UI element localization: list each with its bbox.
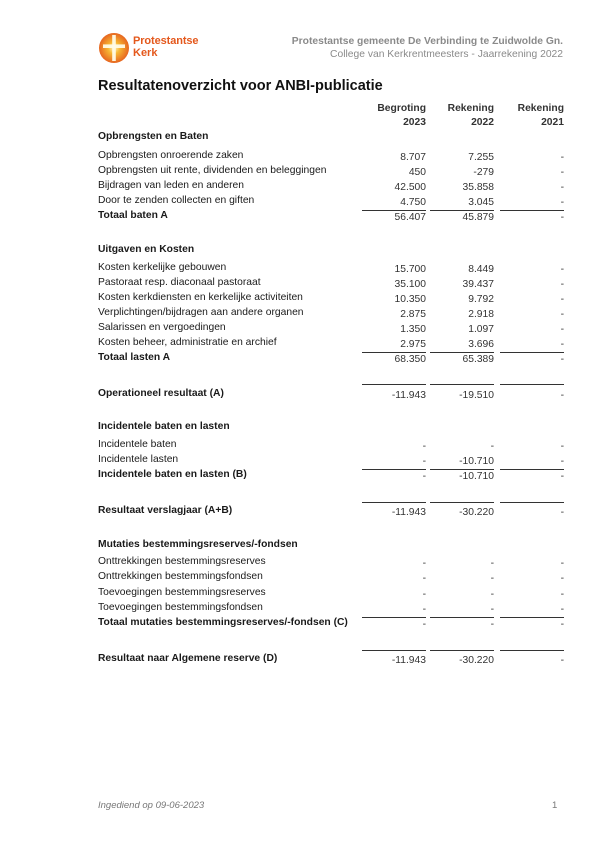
submission-date: Ingediend op 09-06-2023 [98, 800, 205, 811]
value-begroting-2023: 2.875 [400, 309, 426, 320]
row-label: Incidentele baten [98, 439, 177, 450]
column-header-rekening-2022 [424, 102, 494, 130]
column-header-line2: 2022 [471, 117, 494, 128]
value-begroting-2023: - [422, 604, 426, 615]
value-rekening-2022: 3.696 [468, 339, 494, 350]
value-begroting-2023: 15.700 [394, 264, 426, 275]
value-rekening-2021: - [560, 507, 564, 518]
value-rekening-2022: -10.710 [459, 471, 494, 482]
row-label: Verplichtingen/bijdragen aan andere organen [98, 307, 304, 318]
document-subtitle: College van Kerkrentmeesters - Jaarrekening 2022 [330, 49, 563, 60]
row-label: Opbrengsten uit rente, dividenden en beleggingen [98, 165, 327, 176]
value-rekening-2021: - [560, 558, 564, 569]
value-rekening-2022: - [490, 573, 494, 584]
value-rekening-2021: - [560, 655, 564, 666]
table-row [98, 322, 565, 337]
table-row [98, 195, 565, 210]
value-rekening-2021: - [560, 279, 564, 290]
value-rekening-2021: - [560, 152, 564, 163]
value-begroting-2023: - [422, 619, 426, 630]
section-heading [98, 131, 565, 146]
value-begroting-2023: 8.707 [400, 152, 426, 163]
value-begroting-2023: 42.500 [394, 182, 426, 193]
value-begroting-2023: - [422, 558, 426, 569]
table-row [98, 150, 565, 165]
value-rekening-2021: - [560, 294, 564, 305]
value-rekening-2021: - [560, 309, 564, 320]
total-line [362, 650, 426, 651]
row-label: Uitgaven en Kosten [98, 244, 195, 255]
value-rekening-2022: 39.437 [462, 279, 494, 290]
column-header-begroting-2023 [356, 102, 426, 130]
table-row [98, 454, 565, 469]
value-rekening-2022: 35.858 [462, 182, 494, 193]
value-rekening-2021: - [560, 604, 564, 615]
total-line [430, 384, 494, 385]
value-rekening-2022: - [490, 604, 494, 615]
page-title: Resultatenoverzicht voor ANBI-publicatie [98, 78, 383, 94]
row-label: Kosten kerkelijke gebouwen [98, 262, 227, 273]
logo [98, 32, 218, 66]
row-label: Incidentele lasten [98, 454, 179, 465]
value-rekening-2021: - [560, 167, 564, 178]
value-begroting-2023: -11.943 [391, 390, 426, 401]
value-rekening-2022: -19.510 [459, 390, 494, 401]
value-begroting-2023: - [422, 441, 426, 452]
total-line [362, 502, 426, 503]
row-label: Totaal baten A [98, 210, 168, 221]
result-row [98, 388, 565, 403]
value-begroting-2023: 2.975 [400, 339, 426, 350]
table-row [98, 307, 565, 322]
section-heading [98, 244, 565, 259]
table-row [98, 439, 565, 454]
total-line [430, 650, 494, 651]
total-row [98, 469, 565, 484]
value-rekening-2021: - [560, 589, 564, 600]
column-header-line2: 2021 [541, 117, 564, 128]
row-label: Incidentele baten en lasten [98, 421, 230, 432]
value-begroting-2023: 10.350 [394, 294, 426, 305]
value-rekening-2021: - [560, 324, 564, 335]
row-label: Toevoegingen bestemmingsreserves [98, 587, 266, 598]
value-rekening-2022: 1.097 [468, 324, 494, 335]
protestantse-kerk-logo-icon [98, 32, 130, 64]
column-header-line1: Rekening [447, 103, 494, 114]
value-rekening-2022: 7.255 [468, 152, 494, 163]
value-rekening-2022: - [490, 589, 494, 600]
column-header-rekening-2021 [494, 102, 564, 130]
value-rekening-2021: - [560, 339, 564, 350]
value-rekening-2021: - [560, 619, 564, 630]
value-begroting-2023: -11.943 [391, 507, 426, 518]
page-header [0, 0, 595, 80]
value-rekening-2022: 9.792 [468, 294, 494, 305]
value-rekening-2022: - [490, 619, 494, 630]
column-header-line2: 2023 [403, 117, 426, 128]
value-rekening-2022: -10.710 [459, 456, 494, 467]
row-label: Onttrekkingen bestemmingsfondsen [98, 571, 263, 582]
value-begroting-2023: - [422, 573, 426, 584]
row-label: Door te zenden collecten en giften [98, 195, 255, 206]
table-row [98, 587, 565, 602]
total-row [98, 210, 565, 225]
row-label: Kosten beheer, administratie en archief [98, 337, 277, 348]
row-label: Mutaties bestemmingsreserves/-fondsen [98, 539, 298, 550]
value-rekening-2022: 8.449 [468, 264, 494, 275]
value-begroting-2023: 35.100 [394, 279, 426, 290]
value-begroting-2023: 56.407 [394, 212, 426, 223]
value-rekening-2021: - [560, 390, 564, 401]
value-rekening-2022: 3.045 [468, 197, 494, 208]
table-row [98, 180, 565, 195]
table-row [98, 165, 565, 180]
total-row [98, 617, 565, 632]
total-line [500, 502, 564, 503]
value-begroting-2023: - [422, 456, 426, 467]
total-row [98, 352, 565, 367]
value-begroting-2023: 68.350 [394, 354, 426, 365]
value-rekening-2022: -279 [473, 167, 494, 178]
section-heading [98, 539, 565, 554]
logo-text-line2: Kerk [133, 47, 158, 59]
value-begroting-2023: 4.750 [400, 197, 426, 208]
table-row [98, 277, 565, 292]
row-label: Resultaat verslagjaar (A+B) [98, 505, 233, 516]
total-line [362, 384, 426, 385]
table-row [98, 292, 565, 307]
value-rekening-2021: - [560, 197, 564, 208]
value-begroting-2023: 1.350 [400, 324, 426, 335]
table-row [98, 556, 565, 571]
page-number: 1 [552, 800, 558, 811]
table-row [98, 571, 565, 586]
row-label: Onttrekkingen bestemmingsreserves [98, 556, 266, 567]
row-label: Salarissen en vergoedingen [98, 322, 226, 333]
row-label: Resultaat naar Algemene reserve (D) [98, 653, 278, 664]
value-begroting-2023: - [422, 471, 426, 482]
section-heading [98, 421, 565, 436]
row-label: Opbrengsten onroerende zaken [98, 150, 244, 161]
value-rekening-2021: - [560, 441, 564, 452]
value-rekening-2021: - [560, 573, 564, 584]
result-row [98, 505, 565, 520]
organisation-name: Protestantse gemeente De Verbinding te Zuidwolde Gn. [291, 36, 563, 47]
value-rekening-2021: - [560, 182, 564, 193]
value-rekening-2021: - [560, 212, 564, 223]
value-rekening-2022: 65.389 [462, 354, 494, 365]
value-rekening-2021: - [560, 456, 564, 467]
value-rekening-2022: - [490, 558, 494, 569]
row-label: Pastoraat resp. diaconaal pastoraat [98, 277, 261, 288]
row-label: Incidentele baten en lasten (B) [98, 469, 247, 480]
table-row [98, 337, 565, 352]
value-begroting-2023: -11.943 [391, 655, 426, 666]
value-rekening-2021: - [560, 264, 564, 275]
column-header-line1: Begroting [377, 103, 426, 114]
row-label: Toevoegingen bestemmingsfondsen [98, 602, 263, 613]
row-label: Opbrengsten en Baten [98, 131, 209, 142]
row-label: Bijdragen van leden en anderen [98, 180, 244, 191]
total-line [500, 384, 564, 385]
row-label: Kosten kerkdiensten en kerkelijke activiteiten [98, 292, 303, 303]
value-rekening-2021: - [560, 354, 564, 365]
value-rekening-2022: -30.220 [459, 655, 494, 666]
result-row [98, 653, 565, 668]
total-line [500, 650, 564, 651]
value-rekening-2022: -30.220 [459, 507, 494, 518]
total-line [430, 502, 494, 503]
value-begroting-2023: - [422, 589, 426, 600]
header-info [292, 36, 563, 61]
row-label: Totaal mutaties bestemmingsreserves/-fondsen (C) [98, 617, 348, 628]
value-rekening-2022: 2.918 [468, 309, 494, 320]
value-begroting-2023: 450 [408, 167, 426, 178]
value-rekening-2021: - [560, 471, 564, 482]
row-label: Totaal lasten A [98, 352, 171, 363]
column-header-line1: Rekening [517, 103, 564, 114]
row-label: Operationeel resultaat (A) [98, 388, 224, 399]
table-row [98, 602, 565, 617]
logo-text-line1: Protestantse [133, 35, 199, 47]
table-row [98, 262, 565, 277]
value-rekening-2022: 45.879 [462, 212, 494, 223]
value-rekening-2022: - [490, 441, 494, 452]
